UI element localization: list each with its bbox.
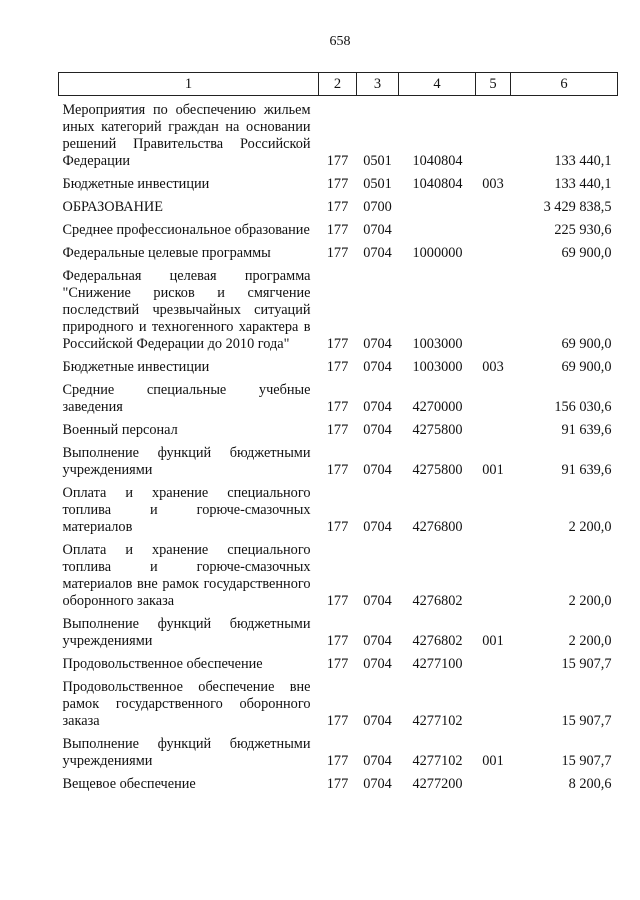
table-row xyxy=(59,650,618,673)
row-target-code: 4277102 xyxy=(412,753,463,769)
row-section-code: 0501 xyxy=(363,176,392,192)
table-row xyxy=(59,216,618,239)
row-amount: 2 200,0 xyxy=(568,593,612,609)
row-expense-type xyxy=(476,673,511,730)
table-row xyxy=(59,239,618,262)
row-ministry-code: 177 xyxy=(326,713,349,729)
row-section-code: 0704 xyxy=(363,462,392,478)
table-row xyxy=(59,770,618,793)
row-target-code: 1000000 xyxy=(412,245,463,261)
row-expense-type xyxy=(476,479,511,536)
row-amount: 2 200,0 xyxy=(568,633,612,649)
row-amount: 2 200,0 xyxy=(568,519,612,535)
table-header-row xyxy=(59,73,618,96)
row-expense-type: 003 xyxy=(482,359,504,375)
row-ministry-code: 177 xyxy=(326,462,349,478)
row-target-code: 1003000 xyxy=(412,336,463,352)
header-col-5: 5 xyxy=(476,73,511,96)
row-section-code: 0704 xyxy=(363,245,392,261)
row-expense-type xyxy=(476,262,511,353)
row-amount: 133 440,1 xyxy=(554,153,612,169)
row-description: Продовольственное обеспечение xyxy=(62,656,263,672)
row-ministry-code: 177 xyxy=(326,753,349,769)
row-target-code: 4277200 xyxy=(412,776,463,792)
table-row xyxy=(59,479,618,536)
row-section-code: 0704 xyxy=(363,776,392,792)
row-ministry-code: 177 xyxy=(326,199,349,215)
row-description: Оплата и хранение специального топлива и горюче-смазочных материалов вне рамок государственного оборонного заказа xyxy=(62,542,311,609)
row-description: ОБРАЗОВАНИЕ xyxy=(62,199,163,215)
row-amount: 156 030,6 xyxy=(554,399,612,415)
row-amount: 15 907,7 xyxy=(561,713,612,729)
row-section-code: 0704 xyxy=(363,519,392,535)
budget-table xyxy=(58,72,618,793)
row-section-code: 0704 xyxy=(363,422,392,438)
row-target-code: 4270000 xyxy=(412,399,463,415)
row-ministry-code: 177 xyxy=(326,399,349,415)
row-amount: 91 639,6 xyxy=(561,422,612,438)
row-amount: 15 907,7 xyxy=(561,656,612,672)
row-section-code: 0704 xyxy=(363,593,392,609)
row-expense-type: 001 xyxy=(482,633,504,649)
table-row xyxy=(59,262,618,353)
table-row xyxy=(59,439,618,479)
row-target-code: 4276802 xyxy=(412,633,463,649)
row-description: Федеральная целевая программа "Снижение рисков и смягчение последствий чрезвычайных ситуаций природного и техногенного характера в Российской Федерации до 2010 года" xyxy=(62,268,311,352)
row-description: Военный персонал xyxy=(62,422,178,438)
row-expense-type: 001 xyxy=(482,462,504,478)
row-expense-type: 003 xyxy=(482,176,504,192)
row-amount: 69 900,0 xyxy=(561,359,612,375)
row-expense-type: 001 xyxy=(482,753,504,769)
row-ministry-code: 177 xyxy=(326,656,349,672)
row-target-code: 1003000 xyxy=(412,359,463,375)
row-target-code: 4277100 xyxy=(412,656,463,672)
row-target-code xyxy=(399,193,476,216)
row-section-code: 0704 xyxy=(363,399,392,415)
row-expense-type xyxy=(476,96,511,171)
row-amount: 225 930,6 xyxy=(554,222,612,238)
row-section-code: 0704 xyxy=(363,336,392,352)
row-amount: 8 200,6 xyxy=(568,776,612,792)
row-ministry-code: 177 xyxy=(326,633,349,649)
row-target-code: 4275800 xyxy=(412,422,463,438)
row-amount: 69 900,0 xyxy=(561,336,612,352)
row-section-code: 0704 xyxy=(363,713,392,729)
row-expense-type xyxy=(476,376,511,416)
row-target-code: 4275800 xyxy=(412,462,463,478)
row-description: Бюджетные инвестиции xyxy=(62,176,210,192)
row-expense-type xyxy=(476,416,511,439)
row-ministry-code: 177 xyxy=(326,422,349,438)
row-expense-type xyxy=(476,536,511,610)
table-row xyxy=(59,170,618,193)
table-row xyxy=(59,353,618,376)
row-description: Средние специальные учебные заведения xyxy=(62,382,311,415)
row-ministry-code: 177 xyxy=(326,776,349,792)
row-amount: 91 639,6 xyxy=(561,462,612,478)
table-row xyxy=(59,536,618,610)
row-description: Федеральные целевые программы xyxy=(62,245,271,261)
row-ministry-code: 177 xyxy=(326,245,349,261)
row-expense-type xyxy=(476,193,511,216)
row-amount: 3 429 838,5 xyxy=(543,199,612,215)
row-section-code: 0700 xyxy=(363,199,392,215)
row-description: Выполнение функций бюджетными учреждениями xyxy=(62,445,311,478)
row-description: Среднее профессиональное образование xyxy=(62,222,310,238)
row-ministry-code: 177 xyxy=(326,222,349,238)
row-amount: 15 907,7 xyxy=(561,753,612,769)
row-description: Вещевое обеспечение xyxy=(62,776,196,792)
row-section-code: 0704 xyxy=(363,359,392,375)
row-ministry-code: 177 xyxy=(326,593,349,609)
table-row xyxy=(59,376,618,416)
row-expense-type xyxy=(476,770,511,793)
row-ministry-code: 177 xyxy=(326,336,349,352)
row-target-code: 1040804 xyxy=(412,176,463,192)
header-col-3: 3 xyxy=(357,73,399,96)
row-target-code: 4276802 xyxy=(412,593,463,609)
row-target-code: 1040804 xyxy=(412,153,463,169)
row-description: Бюджетные инвестиции xyxy=(62,359,210,375)
row-amount: 69 900,0 xyxy=(561,245,612,261)
table-row xyxy=(59,673,618,730)
row-section-code: 0704 xyxy=(363,633,392,649)
header-col-6: 6 xyxy=(511,73,618,96)
table-row xyxy=(59,96,618,171)
table-row xyxy=(59,730,618,770)
row-expense-type xyxy=(476,650,511,673)
row-section-code: 0704 xyxy=(363,656,392,672)
row-description: Продовольственное обеспечение вне рамок государственного оборонного заказа xyxy=(62,679,311,729)
table-row xyxy=(59,610,618,650)
header-col-1: 1 xyxy=(59,73,319,96)
row-target-code: 4276800 xyxy=(412,519,463,535)
row-ministry-code: 177 xyxy=(326,359,349,375)
row-section-code: 0501 xyxy=(363,153,392,169)
row-description: Оплата и хранение специального топлива и горюче-смазочных материалов xyxy=(62,485,311,535)
row-amount: 133 440,1 xyxy=(554,176,612,192)
row-section-code: 0704 xyxy=(363,222,392,238)
table-row xyxy=(59,416,618,439)
row-ministry-code: 177 xyxy=(326,176,349,192)
row-expense-type xyxy=(476,216,511,239)
row-description: Выполнение функций бюджетными учреждениями xyxy=(62,736,311,769)
row-section-code: 0704 xyxy=(363,753,392,769)
row-description: Мероприятия по обеспечению жильем иных категорий граждан на основании решений Правительства Российской Федерации xyxy=(62,102,311,169)
row-target-code: 4277102 xyxy=(412,713,463,729)
page-number: 658 xyxy=(329,34,351,49)
row-ministry-code: 177 xyxy=(326,153,349,169)
row-target-code xyxy=(399,216,476,239)
header-col-4: 4 xyxy=(399,73,476,96)
row-description: Выполнение функций бюджетными учреждениями xyxy=(62,616,311,649)
row-expense-type xyxy=(476,239,511,262)
row-ministry-code: 177 xyxy=(326,519,349,535)
table-row xyxy=(59,193,618,216)
header-col-2: 2 xyxy=(319,73,357,96)
